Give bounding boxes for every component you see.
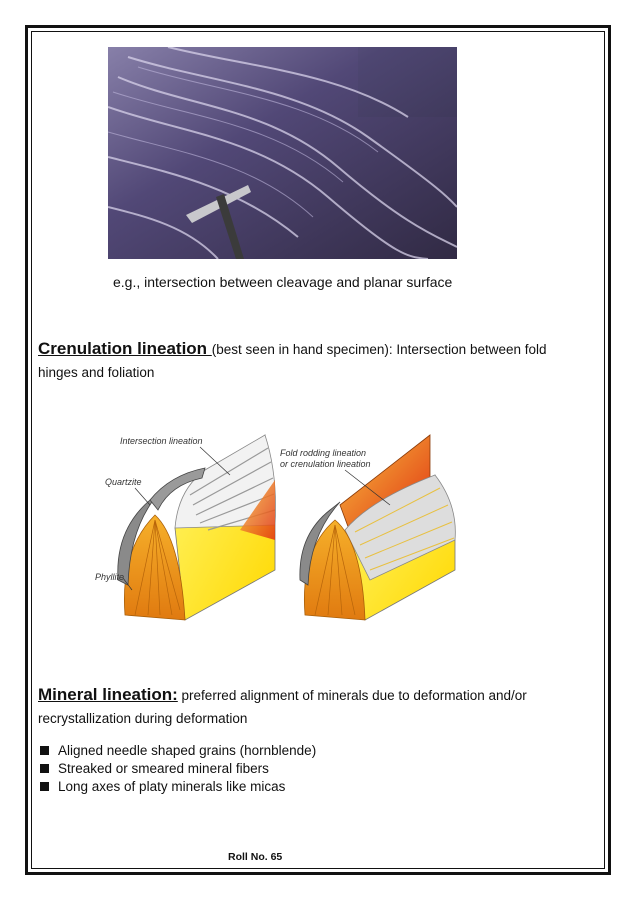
square-bullet-icon (40, 764, 49, 773)
roll-number: Roll No. 65 (228, 851, 283, 863)
label-crenulation: or crenulation lineation (280, 459, 371, 469)
mineral-paragraph (38, 683, 598, 730)
label-quartzite: Quartzite (105, 477, 142, 487)
lineation-diagram (90, 420, 480, 635)
left-block (118, 435, 276, 620)
label-fold-rodding: Fold rodding lineation (280, 448, 367, 458)
mineral-list (38, 742, 316, 796)
list-item: Long axes of platy minerals like micas (38, 778, 316, 796)
list-item: Streaked or smeared mineral fibers (38, 760, 316, 778)
crenulation-heading: Crenulation lineation (38, 339, 212, 358)
square-bullet-icon (40, 746, 49, 755)
label-phyllite: Phyllite (95, 572, 125, 582)
rock-outcrop-photo (108, 47, 457, 259)
mineral-text-1: preferred alignment of minerals due to deformation and/or (177, 688, 527, 703)
crenulation-paragraph (38, 337, 598, 384)
mineral-heading: Mineral lineation: (38, 685, 178, 704)
crenulation-text-2: hinges and foliation (38, 365, 155, 380)
list-item: Aligned needle shaped grains (hornblende) (38, 742, 316, 760)
label-intersection-lineation: Intersection lineation (120, 436, 203, 446)
square-bullet-icon (40, 782, 49, 791)
mineral-text-2: recrystallization during deformation (38, 711, 248, 726)
photo-caption: e.g., intersection between cleavage and planar surface (113, 274, 453, 290)
crenulation-text-1: (best seen in hand specimen): Intersection between fold (211, 342, 547, 357)
